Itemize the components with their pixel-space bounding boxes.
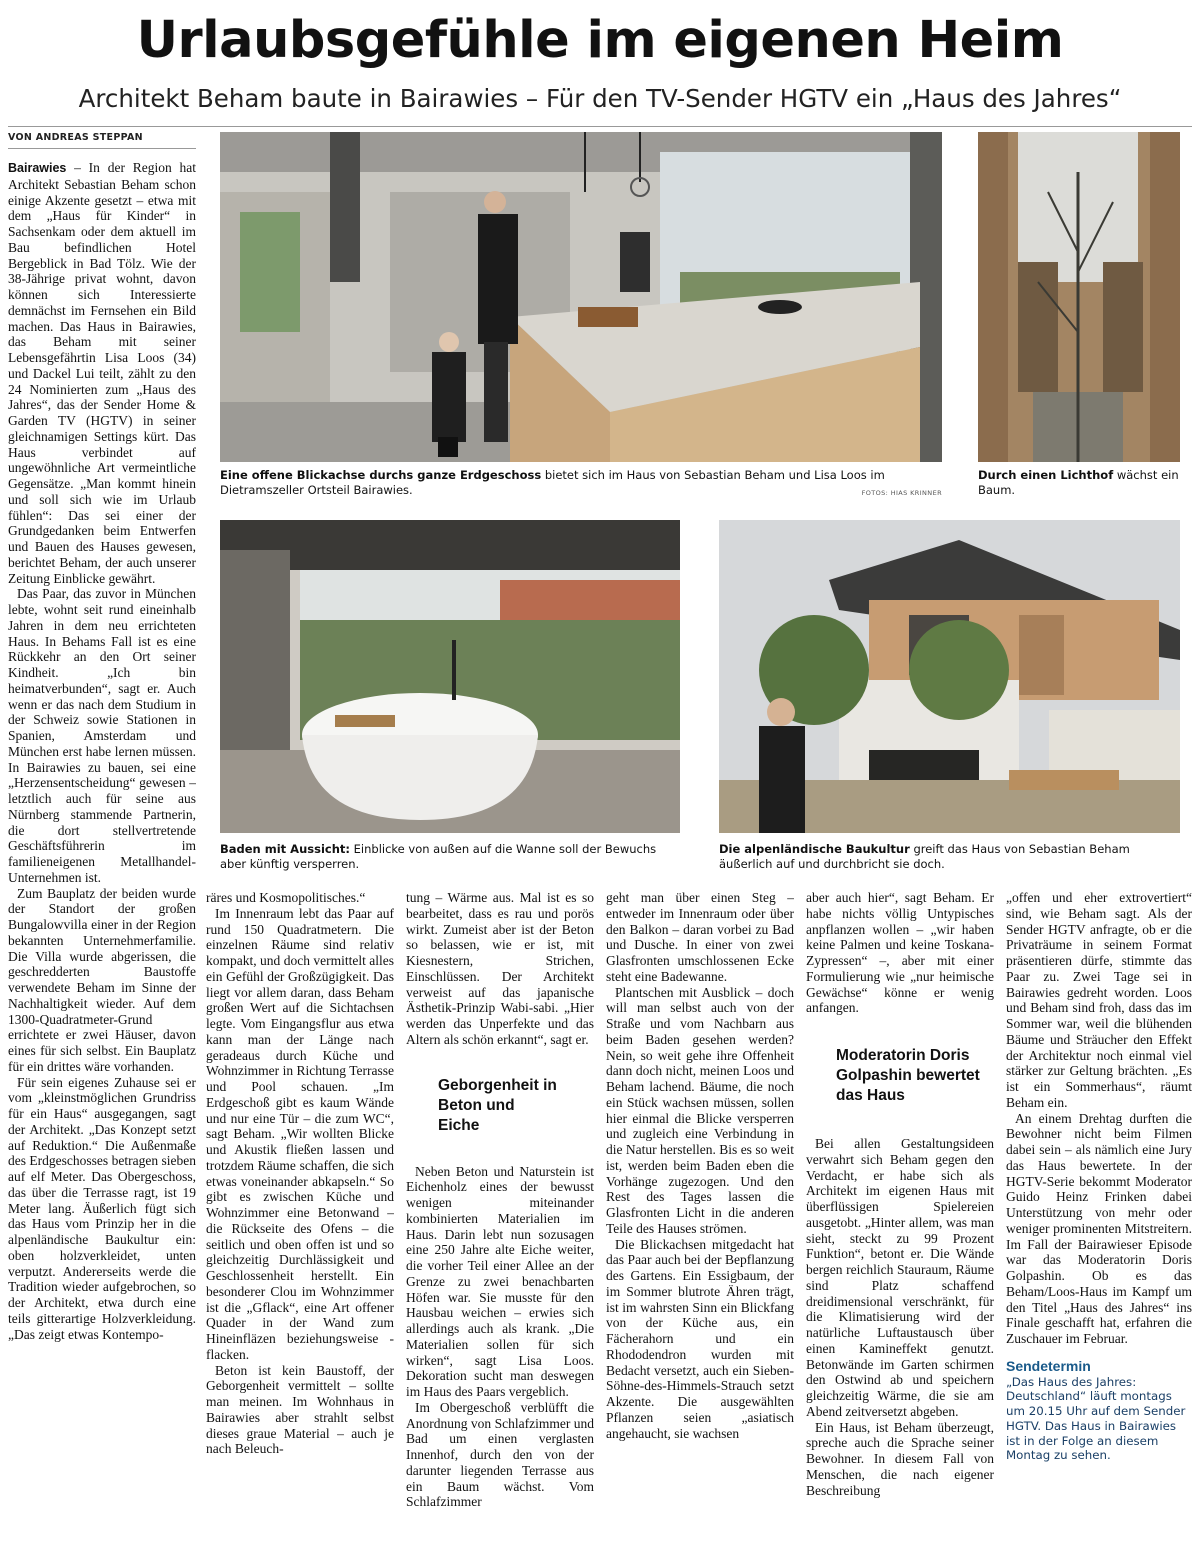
bathtub-caption-bold: Baden mit Aussicht: — [220, 842, 350, 856]
bathtub-caption-text: Einblicke von außen auf die Wanne soll der Bewuchs aber künftig versperren. — [220, 842, 657, 871]
sendetermin-text: „Das Haus des Jahres: Deutschland“ läuft montags um 20.15 Uhr auf dem Sender HGTV. Das Haus in Bairawies ist in der Folge an diesem Montag zu sehen. — [1006, 1374, 1186, 1463]
column1-paragraph-2: Das Paar, das zuvor in München lebte, wohnt seit rund eineinhalb Jahren in dem neu errichteten Haus. In Behams Fall ist es eine Rückkehr an den Ort seiner Kindheit. „Ich bin heimatverbunden“, sagt er. Auch wenn er das nach dem Studium in der Schweiz sowie Stationen in Spanien, Amsterdam und München erst habe lernen müssen. In Bairawies zu bauen, sei eine „Herzensentscheidung“ gewesen – letztlich auch für seine aus Nürnberg stammende Partnerin, die dort stellvertretende Geschäftsführerin im familieneigenen Metallhandel-Unternehmen ist. — [8, 586, 196, 885]
column1-lead-text: – In der Region hat Architekt Sebastian Beham schon einige Akzente gesetzt – etwa mit dem „Haus für Kinder“ in Sachsenkam oder dem aktuell im Bau befindlichen Hotel Bergeblick in Bad Tölz. Wie der 38-Jährige privat wohnt, davon können sich Interessierte demnächst im Fernsehen ein Bild machen. Das Haus in Bairawies, das Beham mit seiner Lebensgefährtin Lisa Loos (34) und Dackel Lui teilt, zählt zu den 24 Nominierten zum „Haus des Jahres“, das der Sender Home & Garden TV (HGTV) in seiner gleichnamigen Settings kürt. Das Haus verbindet auf ungewöhnliche Art vermeintliche Gegensätze. „Man kommt hinein und soll sich wie im Urlaub fühlen“: Das sei einer der Grundgedanken beim Entwerfen und Bauen des Hauses gewesen, berichtet Beham, der auch unserer Zeitung Einblicke gewährt. — [8, 160, 196, 586]
column1-paragraph-3: Zum Bauplatz der beiden wurde der Standort der großen Bungalowvilla einer in der Region bekannten Unternehmerfamilie. Die Villa wurde abgerissen, die geschredderten Baustoffe verwendete Beham im Sinne der Nachhaltigkeit wieder. Auf dem 1300-Quadratmeter-Grund errichtete er zwei Häuser, davon eines für sich selbst. Ein Bauplatz für ein drittes wäre vorhanden. — [8, 885, 196, 1074]
article-column-4 — [606, 890, 794, 1540]
house-caption-text: greift das Haus von Sebastian Beham äußerlich auf und durchbricht sie doch. — [719, 842, 1130, 871]
courtyard-photo — [978, 132, 1180, 462]
headline: Urlaubsgefühle im eigenen Heim — [136, 11, 1064, 70]
photo-credit: FOTOS: HIAS KRINNER — [861, 489, 942, 497]
column3-paragraph-1: tung – Wärme aus. Mal ist es so bearbeitet, dass es rau und porös wirkt. Zumeist aber ist der Beton so belassen, wie er ist, mit Kiesnestern, Strichen, Einschlüssen. Der Architekt verweist auf das japanische Ästhetik-Prinzip Wabi-sabi. „Hier werden das Unperfekte und das Altern als schön erkannt“, sagt er. — [406, 890, 594, 1047]
byline-rule — [8, 148, 196, 149]
courtyard-caption-bold: Durch einen Lichthof — [978, 468, 1114, 482]
subheading-geborgenheit: Geborgenheit in Beton und Eiche — [438, 1076, 557, 1134]
column5-paragraph-2: Bei allen Gestaltungsideen verwahrt sich Beham gegen den Verdacht, er habe sich als Architekt im eigenen Haus mit überflüssigen Spielereien ausgetobt. „Hinter allem, was man sieht, steckt zu 99 Prozent Funktion“, betont er. Die Wände bergen reichlich Stauraum, Räume sind Platz schaffend dreidimensional verschränkt, für die Klimatisierung wird der natürliche Luftaustausch über einen Kamineffekt genutzt. Betonwände im Garten schirmen den Ostwind ab und speichern gleichzeitig Wärme, die sie am Abend zeitversetzt abgeben. — [806, 1136, 994, 1419]
column5-paragraph-1: aber auch hier“, sagt Beham. Er habe nichts völlig Untypisches anpflanzen wollen – „wir haben keine Palmen und keine Toskana-Zypressen“ –, aber mit einer Formulierung wie „nur heimische Gewächse“ könne er wenig anfangen. — [806, 890, 994, 1016]
column1-paragraph-4: Für sein eigenes Zuhause sei er vom „kleinstmöglichen Grundriss für ein Haus“ ausgegangen, sagt der Architekt. „Das Konzept setzt auf Reduktion.“ Die Außenmaße des Erdgeschosses betragen sieben auf elf Meter. Das Obergeschoss, das über die Terrasse ragt, ist 19 Meter lang. Äußerlich fügt sich das Haus vom Prinzip her in die alpenländische Baukultur ein: oben holzverkleidet, unten verputzt. Andererseits werde die Tradition wieder aufgebrochen, so der Architekt, etwa durch eine teils gitterartige Holzverkleidung. „Das zeigt etwas Kontempo- — [8, 1074, 196, 1342]
courtyard-caption-text: wächst ein Baum. — [978, 468, 1179, 497]
subheadline: Architekt Beham baute in Bairawies – Für den TV-Sender HGTV ein „Haus des Jahres“ — [78, 84, 1122, 113]
column2-paragraph-2: Im Innenraum lebt das Paar auf rund 150 Quadratmetern. Die einzelnen Räume sind relativ kompakt, und doch vermittelt alles ein Gefühl der Großzügigkeit. Das liegt vor allem daran, dass Beham großen Wert auf die Sichtachsen legte. Vom Eingangsflur aus etwa kann man der Länge nach geradeaus durch Küche und Wohnzimmer in Richtung Terrasse und Pool schauen. „Im Erdgeschoß gibt es kaum Wände und nur eine Tür – die zum WC“, sagt Beham. „Wir wollten Blicke und Akustik fließen lassen und trotzdem Räume schaffen, die sich etwas voneinander abkapseln.“ So gibt es zwischen Küche und Wohnzimmer eine Betonwand – die Rückseite des Ofens – die seitlich und oben offen ist und so gleichzeitig Durchlässigkeit und Geschlossenheit herstellt. Ein besonderer Clou im Wohnzimmer ist die „Gflack“, eine Art offener Quader in der Wand zum Hineinfläzen beziehungsweise -flacken. — [206, 905, 394, 1362]
column6-paragraph-2: An einem Drehtag durften die Bewohner nicht beim Filmen dabei sein – als nämlich eine Jury das Haus bewertete. In der HGTV-Serie bekommt Moderator Guido Heinz Frinken dabei Unterstützung von mehr oder weniger prominenten Mitstreitern. Im Fall der Bairawieser Episode war das Moderatorin Doris Golpashin. Ob es das Beham/Loos-Haus im Kampf um den Titel „Haus des Jahres“ ins Finale geschafft hat, erfahren die Zuschauer im Februar. — [1006, 1110, 1192, 1346]
kitchen-caption-bold: Eine offene Blickachse durchs ganze Erdgeschoss — [220, 468, 542, 482]
article-column-5 — [806, 890, 994, 1540]
kitchen-photo — [220, 132, 942, 462]
house-caption — [719, 842, 1180, 872]
bathtub-photo — [220, 520, 680, 833]
dateline: Bairawies — [8, 161, 67, 175]
column2-paragraph-3: Beton ist kein Baustoff, der Geborgenheit vermittelt – sollte man meinen. Im Wohnhaus in Bairawies aber strahlt selbst dieses graue Material – auch je nach Beleuch- — [206, 1362, 394, 1457]
article-column-1 — [8, 160, 196, 1540]
column3-paragraph-2: Neben Beton und Naturstein ist Eichenholz eines der bewusst wenigen miteinander kombinierten Materialien im Haus. Darin lebt nun sozusagen eine 250 Jahre alte Eiche weiter, die vorher Teil einer Allee an der Grenze zu zwei benachbarten Höfen war. Sie musste für den Hausbau weichen – erwies sich allerdings auch als krank. „Die Materialien sollen für sich wirken“, sagt Lisa Loos. Dekoration sucht man deswegen im Haus des Paars vergeblich. — [406, 1163, 594, 1399]
column3-paragraph-3: Im Obergeschoß verblüfft die Anordnung von Schlafzimmer und Bad um einen verglasten Innenhof, durch den von der darunter liegenden Terrasse aus ein Baum wächst. Vom Schlafzimmer — [406, 1399, 594, 1510]
sendetermin-title: Sendetermin — [1006, 1357, 1091, 1374]
column4-paragraph-3: Die Blickachsen mitgedacht hat das Paar auch bei der Bepflanzung des Gartens. Ein Essigbaum, der im Sommer blutrote Ähren trägt, ist im wahrsten Sinn ein Blickfang von der Küche aus, ein Fächerahorn und ein Rhododendron wurden mit Bedacht versetzt, auch ein Sieben-Söhne-des-Himmels-Strauch setzt Akzente. Die ausgewählten Pflanzen seien „asiatisch angehaucht, sie wachsen — [606, 1236, 794, 1441]
column6-paragraph-1: „offen und eher extrovertiert“ sind, wie Beham sagt. Als der Sender HGTV anfragte, ob er die Privaträume in seinem Format präsentieren dürfe, stimmte das Paar zu. Zwei Tage sei in Bairawies gedreht worden. Loos und Beham sind froh, dass das im Sommer war, weil die blühenden Bäume und Sträucher den Effekt der Architektur noch einmal viel stärker zur Geltung brächten. „Es ist ein Sommerhaus“, räumt Beham ein. — [1006, 890, 1192, 1110]
article-column-2 — [206, 890, 394, 1540]
column5-paragraph-3: Ein Haus, ist Beham überzeugt, spreche auch die Sprache seiner Bewohner. In diesem Fall von Menschen, die nach eigener Beschreibung — [806, 1419, 994, 1498]
column2-paragraph-1: räres und Kosmopolitisches.“ — [206, 890, 366, 905]
kitchen-caption-text: bietet sich im Haus von Sebastian Beham und Lisa Loos im Dietramszeller Ortsteil Bairawies. — [220, 468, 885, 497]
column4-paragraph-1: geht man über einen Steg – entweder im Innenraum oder über den Balkon – daran vorbei zu Bad und Dusche. In einer von zwei Glasfronten umschlossenen Ecke steht eine Badewanne. — [606, 890, 794, 984]
subheading-moderatorin: Moderatorin Doris Golpashin bewertet das Haus — [836, 1047, 980, 1104]
article-column-3 — [406, 890, 594, 1540]
column1-paragraph-1 — [8, 160, 196, 586]
byline: VON ANDREAS STEPPAN — [8, 132, 143, 143]
column4-paragraph-2: Plantschen mit Ausblick – doch will man selbst auch von der Straße und vom Nachbarn aus beim Baden gesehen werden? Nein, so weit gehe ihre Offenheit dann doch nicht, meinen Loos und Beham lachend. Bäume, die noch ein Stück wachsen müssen, sollen hier einmal die Blicke versperren und zugleich eine Verbindung in die Natur herstellen. Bis es so weit ist, werden beim Baden eben die Vorhänge zugezogen. Und den Rest des Tages lassen die Glasfronten Licht in die anderen Teile des Hauses strömen. — [606, 984, 794, 1236]
header-rule — [8, 126, 1192, 127]
house-photo — [719, 520, 1180, 833]
courtyard-caption — [978, 468, 1192, 498]
article-column-6 — [1006, 890, 1192, 1540]
house-caption-bold: Die alpenländische Baukultur — [719, 842, 910, 856]
bathtub-caption — [220, 842, 680, 872]
